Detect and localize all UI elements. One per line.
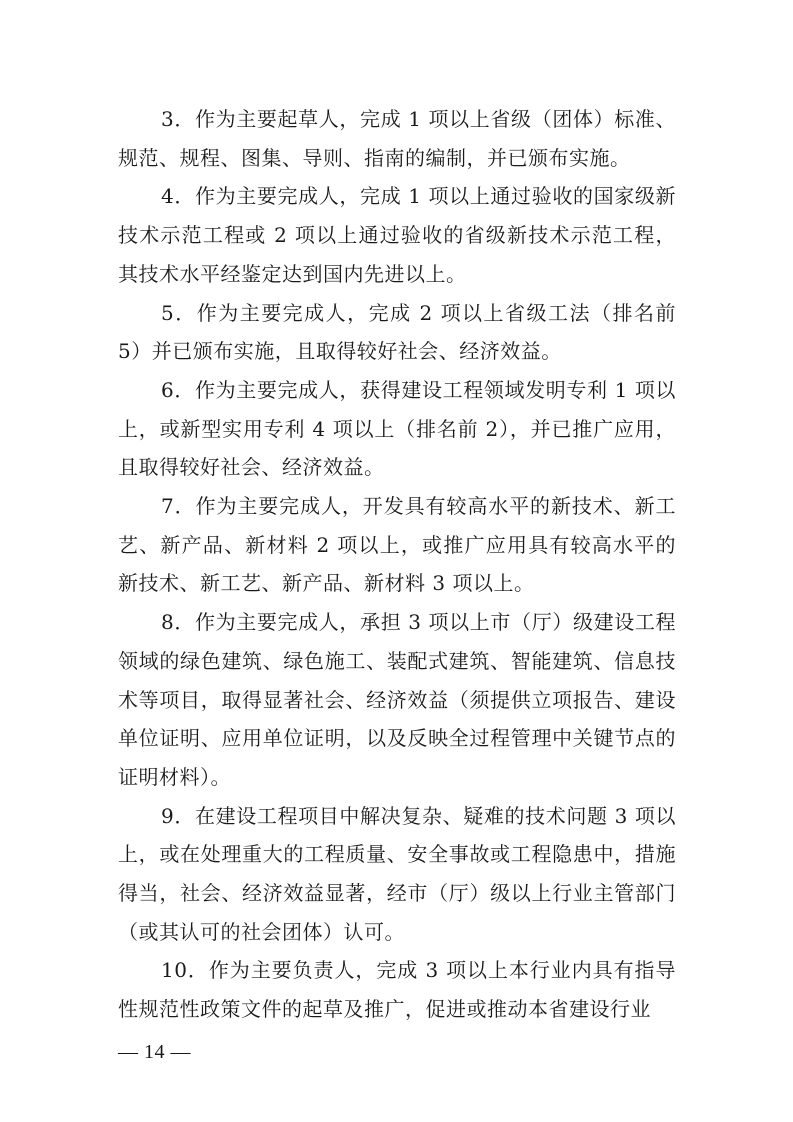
paragraph-4: 4．作为主要完成人，完成 1 项以上通过验收的国家级新技术示范工程或 2 项以上通过验收的省级新技术示范工程，其技术水平经鉴定达到国内先进以上。: [118, 184, 676, 286]
paragraph-8: 8．作为主要完成人，承担 3 项以上市（厅）级建设工程领域的绿色建筑、绿色施工、装配式建筑、智能建筑、信息技术等项目，取得显著社会、经济效益（须提供立项报告、建设单位证明、应用单位证明，以及反映全过程管理中关键节点的证明材料）。: [118, 610, 676, 789]
paragraph-10: 10．作为主要负责人，完成 3 项以上本行业内具有指导性规范性政策文件的起草及推广，促进或推动本省建设行业: [118, 958, 676, 1022]
document-body: [118, 100, 676, 1029]
paragraph-9: 9．在建设工程项目中解决复杂、疑难的技术问题 3 项以上，或在处理重大的工程质量、安全事故或工程隐患中，措施得当，社会、经济效益显著，经市（厅）级以上行业主管部门（或其认可的社会团体）认可。: [118, 803, 676, 944]
paragraph-3: 3．作为主要起草人，完成 1 项以上省级（团体）标准、规范、规程、图集、导则、指南的编制，并已颁布实施。: [118, 107, 676, 170]
paragraph-7: 7．作为主要完成人，开发具有较高水平的新技术、新工艺、新产品、新材料 2 项以上，或推广应用具有较高水平的新技术、新工艺、新产品、新材料 3 项以上。: [118, 494, 676, 596]
paragraph-5: 5．作为主要完成人，完成 2 项以上省级工法（排名前 5）并已颁布实施，且取得较好社会、经济效益。: [118, 300, 676, 364]
page-number: — 14 —: [118, 1041, 191, 1063]
paragraph-6: 6．作为主要完成人，获得建设工程领域发明专利 1 项以上，或新型实用专利 4 项以上（排名前 2），并已推广应用，且取得较好社会、经济效益。: [118, 377, 676, 480]
